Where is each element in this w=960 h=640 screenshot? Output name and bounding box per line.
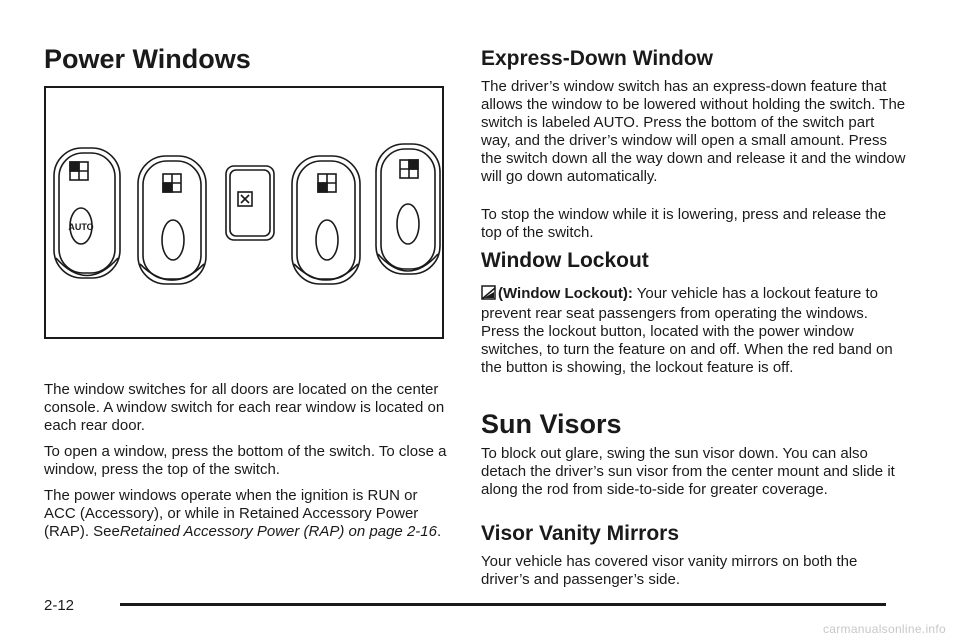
paragraph-open-close: To open a window, press the bottom of the switch. To close a window, press the top of the switch. — [44, 443, 447, 478]
paragraph-sun-visors: To block out glare, swing the sun visor down. You can also detach the driver’s sun visor from the center mount and slide it along the rod from side-to-side for greater coverage. — [481, 445, 895, 498]
window-switch-illustration — [46, 88, 442, 337]
window-switches-figure — [44, 86, 444, 339]
section-title-sun-visors: Sun Visors — [481, 409, 622, 439]
section-title-visor-vanity-mirrors: Visor Vanity Mirrors — [481, 522, 680, 545]
footer-rule — [120, 603, 886, 606]
auto-label: AUTO — [68, 222, 94, 232]
rap-reference-link[interactable]: Retained Accessory Power (RAP) on page 2-16 — [119, 523, 437, 540]
section-title-express-down: Express-Down Window — [481, 47, 713, 70]
paragraph-switch-location: The window switches for all doors are located on the center console. A window switch for each rear window is located on each rear door. — [44, 381, 445, 434]
ignition-text: The power windows operate when the ignition is RUN or ACC (Accessory), or while in Retained Accessory Power (RAP). See — [44, 487, 419, 540]
page-number: 2-12 — [44, 597, 75, 614]
window-lockout-icon — [481, 285, 496, 305]
left-rear-window-switch — [292, 156, 360, 284]
section-title-power-windows: Power Windows — [44, 44, 251, 74]
watermark: carmanualsonline.info — [822, 622, 946, 636]
window-lockout-button — [226, 166, 274, 240]
passenger-window-switch — [138, 156, 206, 284]
paragraph-visor-vanity-mirrors: Your vehicle has covered visor vanity mirrors on both the driver’s and passenger’s side. — [481, 553, 858, 588]
paragraph-window-lockout — [481, 285, 906, 377]
lockout-lead-text: Your vehicle has a lockout feature to prevent rear seat passengers from operating the windows. Press the lockout button, located with the power window switches, to turn the feature on and off. When the red band on the button is showing, the lockout feature is off. — [481, 285, 893, 376]
reference-tail: . — [436, 523, 442, 540]
driver-window-switch — [54, 148, 120, 278]
paragraph-stop-window: To stop the window while it is lowering, press and release the top of the switch. — [481, 206, 887, 241]
lockout-lead-bold: (Window Lockout): — [498, 285, 633, 302]
right-rear-window-switch — [376, 144, 440, 274]
section-title-window-lockout: Window Lockout — [481, 249, 649, 272]
paragraph-ignition — [44, 487, 449, 541]
paragraph-express-down: The driver’s window switch has an express-down feature that allows the window to be lowered without holding the switch. The switch is labeled AUTO. Press the bottom of the switch part way, and the driver’s window will open a small amount. Press the switch down all the way down and release it and the window will go down automatically. — [481, 78, 906, 185]
